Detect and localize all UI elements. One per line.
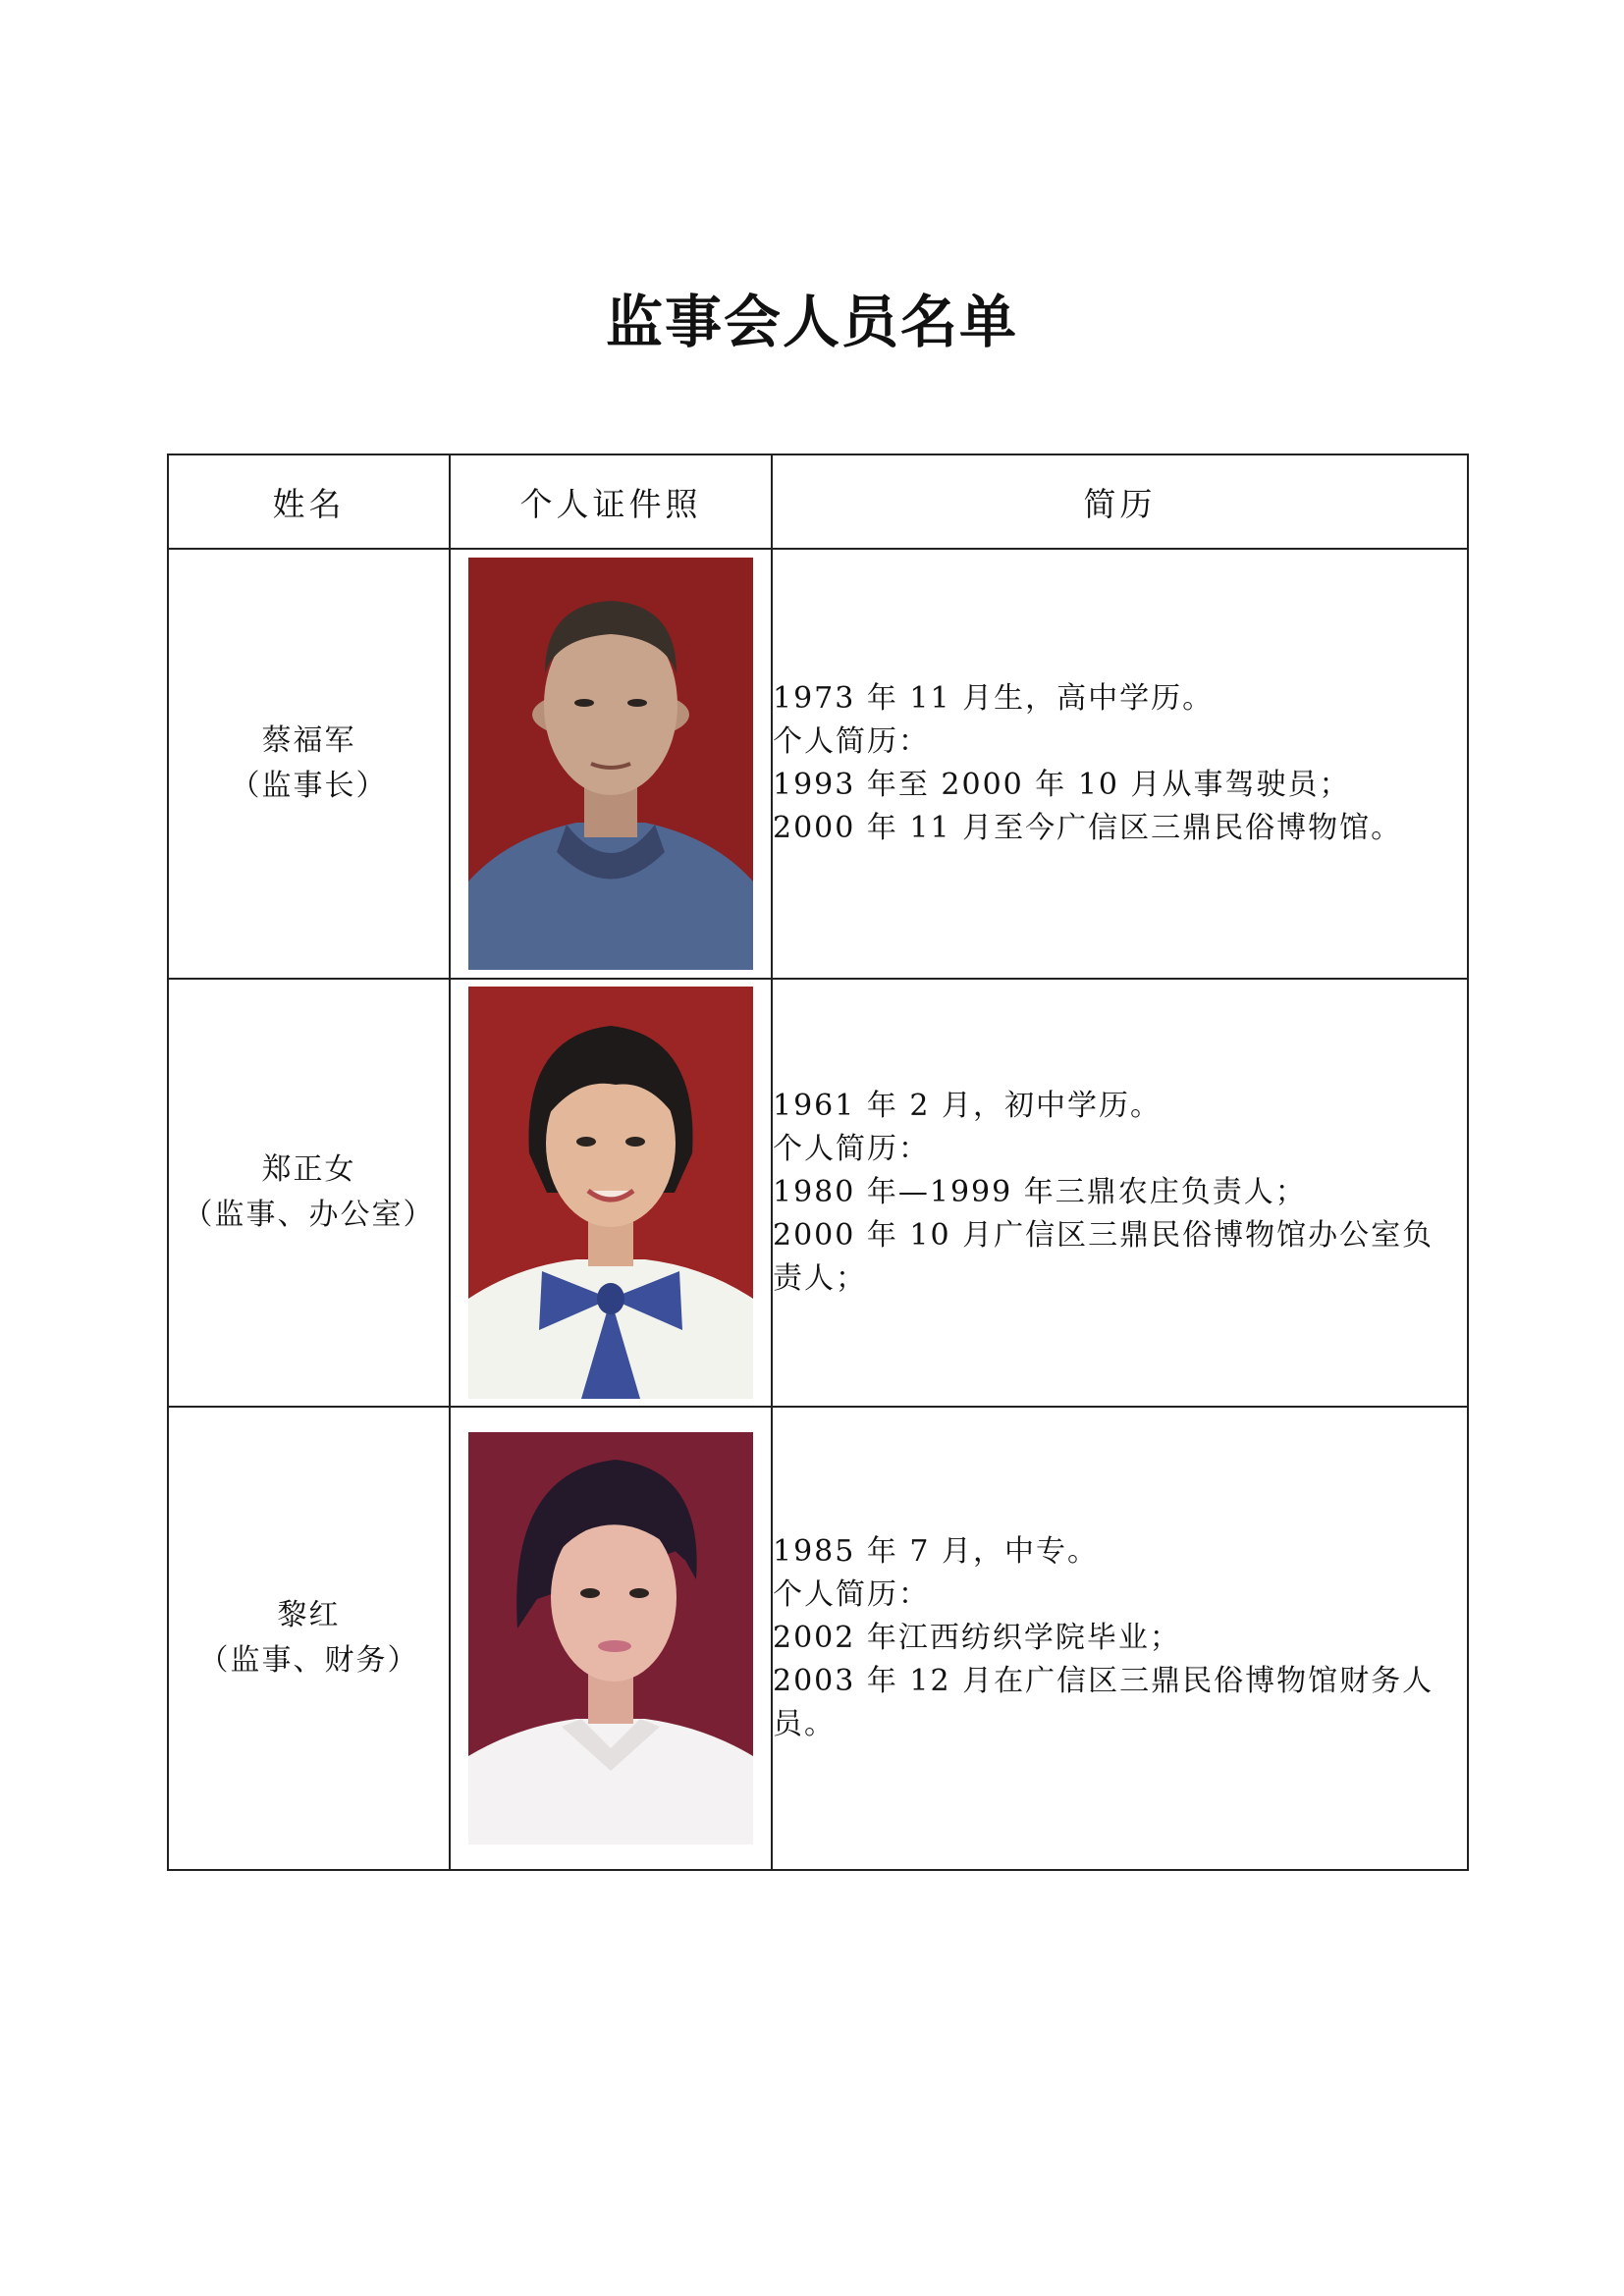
- photo-eye-right: [627, 699, 647, 707]
- resume-line: 1980 年—1999 年三鼎农庄负责人；: [773, 1175, 1307, 1209]
- photo-eye-left: [576, 1137, 596, 1147]
- person-role: （监事、办公室）: [183, 1198, 435, 1232]
- staff-table: [167, 454, 1469, 1871]
- resume-line: 个人简历：: [773, 724, 930, 759]
- resume-line: 2002 年江西纺织学院毕业；: [773, 1621, 1181, 1655]
- header-resume: 简历: [772, 454, 1468, 549]
- resume-line: 2000 年 11 月至今广信区三鼎民俗博物馆。: [773, 811, 1403, 845]
- resume-line: 1961 年 2 月，初中学历。: [773, 1089, 1163, 1123]
- person-name: 蔡福军: [261, 723, 356, 758]
- resume-cell: [772, 549, 1468, 979]
- name-cell: [168, 549, 450, 979]
- person-name: 黎红: [277, 1598, 341, 1632]
- id-photo-woman: [468, 987, 753, 1399]
- resume-line: 1993 年至 2000 年 10 月从事驾驶员；: [773, 768, 1351, 802]
- resume-cell: [772, 1407, 1468, 1870]
- resume-line: 个人简历：: [773, 1577, 930, 1612]
- resume-line: 1973 年 11 月生，高中学历。: [773, 681, 1215, 716]
- id-photo-man: [468, 558, 753, 970]
- photo-cell: [450, 549, 772, 979]
- table-row: [168, 549, 1468, 979]
- id-photo-woman: [468, 1432, 753, 1844]
- header-name: 姓名: [168, 454, 450, 549]
- photo-mouth: [598, 1640, 631, 1652]
- table-row: [168, 1407, 1468, 1870]
- photo-eye-left: [574, 699, 594, 707]
- photo-eye-left: [580, 1588, 600, 1598]
- photo-bow-knot: [597, 1283, 624, 1314]
- name-cell: [168, 1407, 450, 1870]
- name-cell: [168, 979, 450, 1407]
- table-header-row: [168, 454, 1468, 549]
- photo-eye-right: [629, 1588, 649, 1598]
- resume-line: 员。: [773, 1707, 836, 1741]
- resume-cell: [772, 979, 1468, 1407]
- photo-clothing: [468, 1719, 753, 1844]
- person-role: （监事长）: [230, 769, 388, 803]
- resume-line: 2000 年 10 月广信区三鼎民俗博物馆办公室负: [773, 1218, 1435, 1253]
- header-photo: 个人证件照: [450, 454, 772, 549]
- person-role: （监事、财务）: [198, 1643, 419, 1678]
- photo-eye-right: [625, 1137, 645, 1147]
- person-name: 郑正女: [261, 1152, 356, 1187]
- resume-line: 1985 年 7 月，中专。: [773, 1534, 1100, 1569]
- resume-line: 2003 年 12 月在广信区三鼎民俗博物馆财务人: [773, 1664, 1435, 1698]
- resume-line: 个人简历：: [773, 1132, 930, 1166]
- page-title: 监事会人员名单: [605, 289, 1018, 355]
- resume-line: 责人；: [773, 1261, 867, 1296]
- photo-cell: [450, 1407, 772, 1870]
- photo-cell: [450, 979, 772, 1407]
- table-row: [168, 979, 1468, 1407]
